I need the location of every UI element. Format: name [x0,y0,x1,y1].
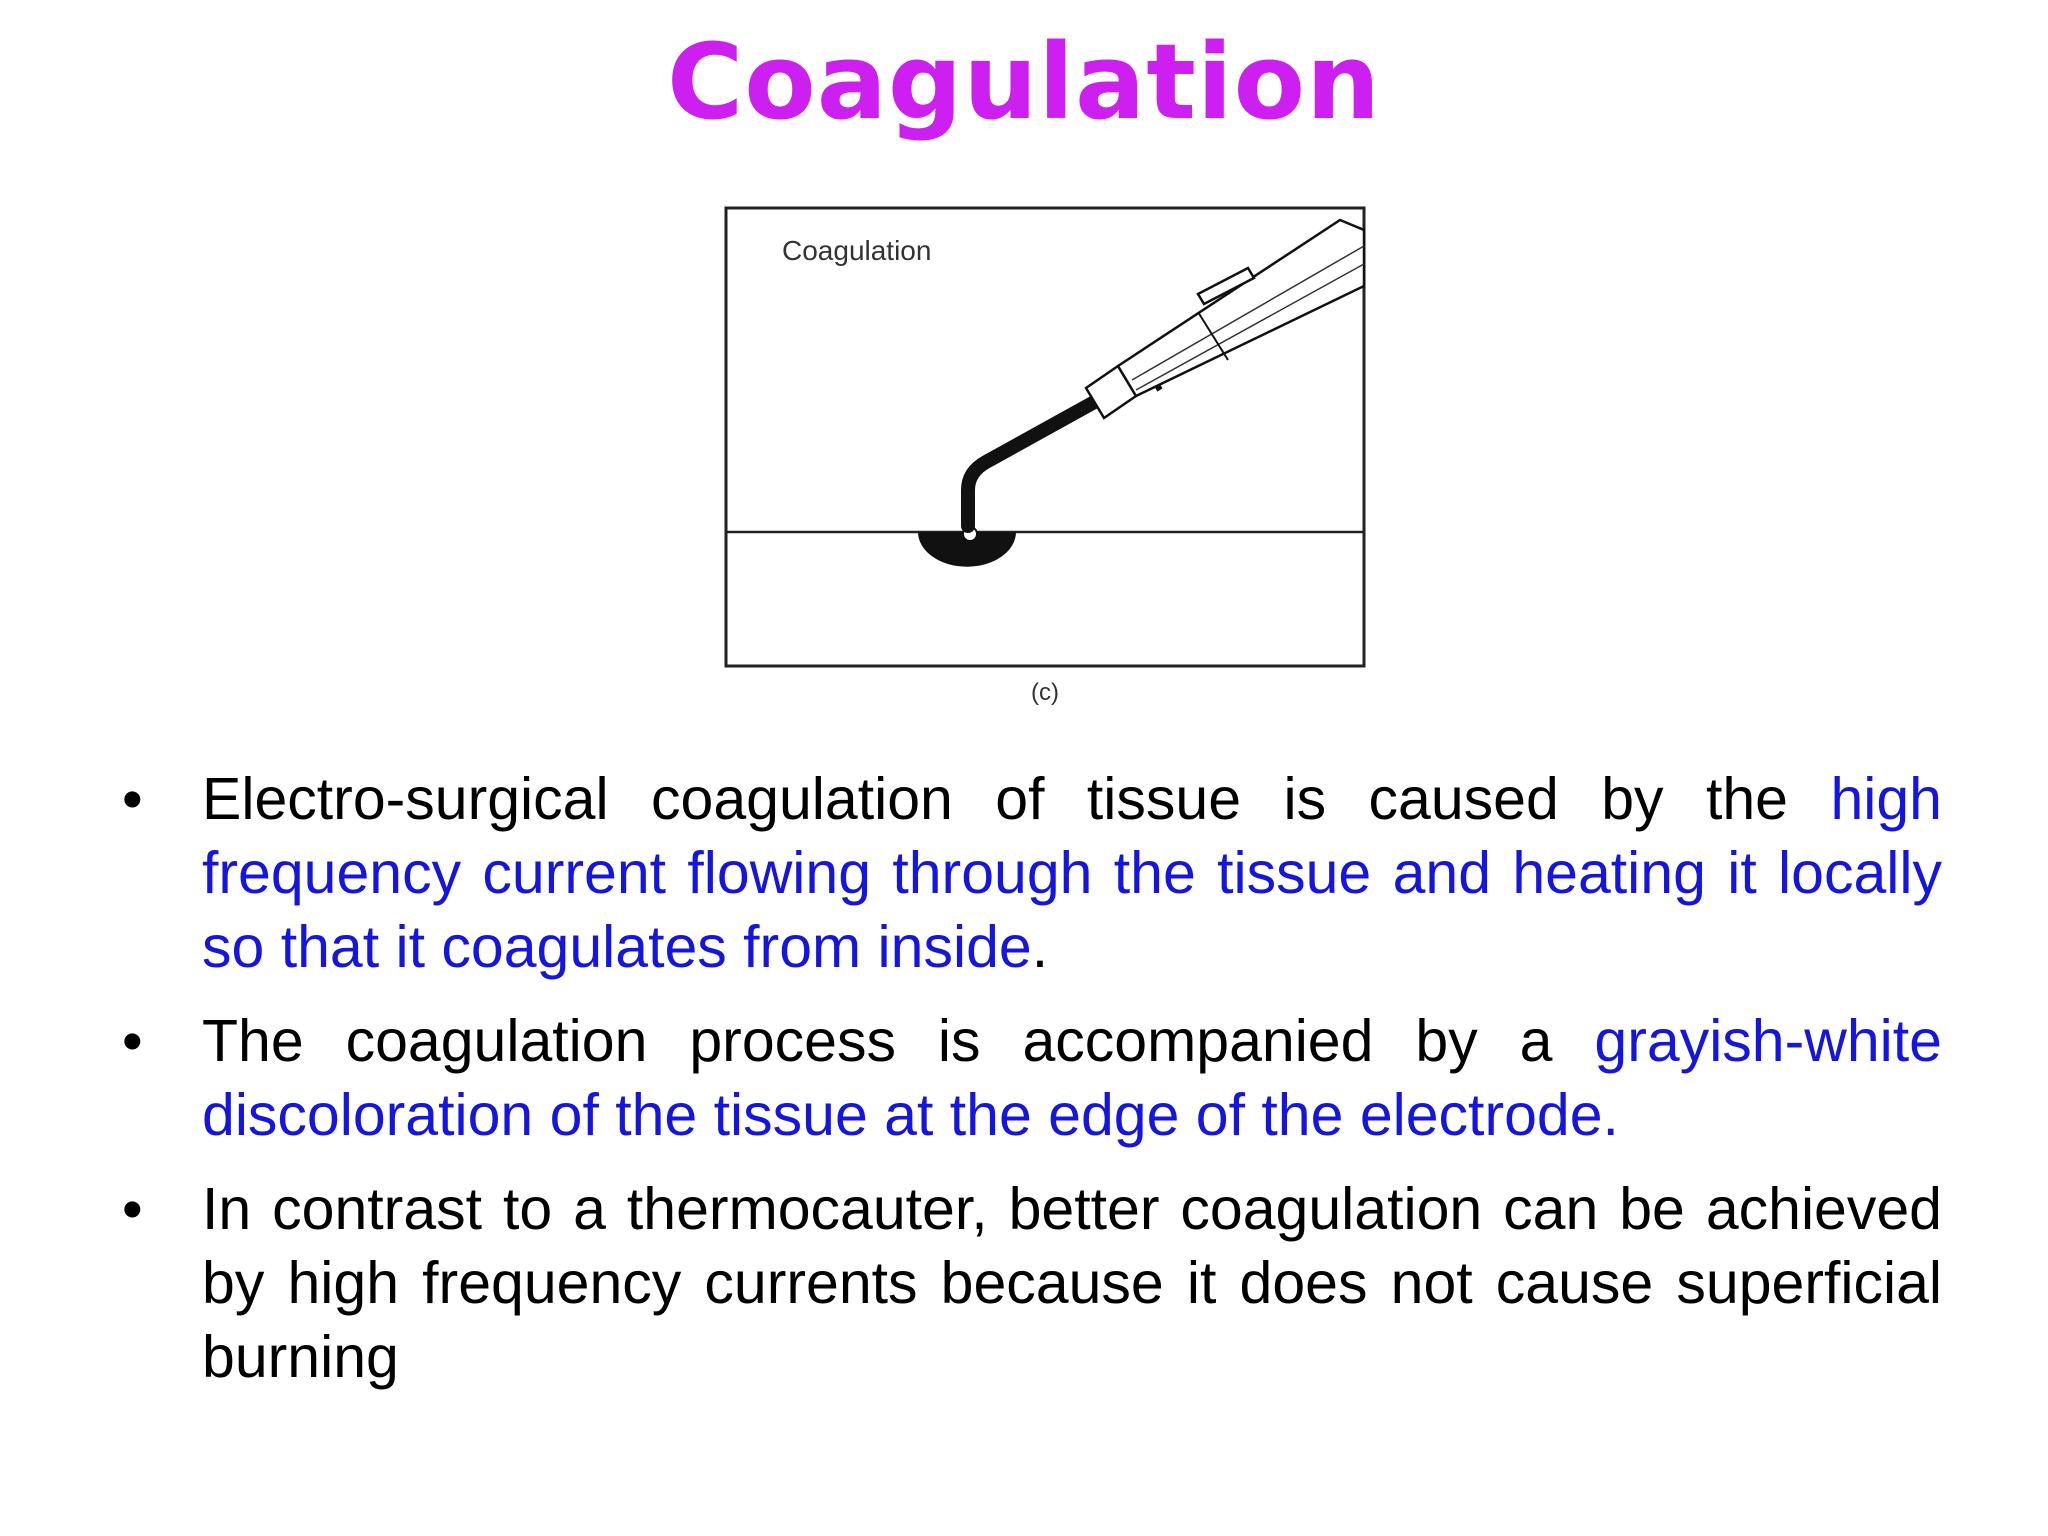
bullet-text: The coagulation process is accompanied by a [202,1008,1595,1074]
bullet-item-2 [112,1004,1942,1152]
figure-label: Coagulation [782,235,932,266]
bullet-marker: • [122,766,143,832]
slide-title: Coagulation [666,21,1382,143]
coagulation-diagram [700,190,1390,720]
bullet-item-1 [112,762,1942,984]
figure-caption: (c) [1031,679,1059,706]
bullet-marker: • [122,1008,143,1074]
coagulation-figure [700,190,1390,720]
bullet-text-end: . [1031,914,1049,980]
bullet-text: Electro-surgical coagulation of tissue is caused by the [202,766,1831,832]
bullet-highlight: high frequency current flowing through the tissue and heating it locally so that it coagulates from inside [202,766,1942,980]
bullet-highlight: grayish-white discoloration of the tissue at the edge of the electrode. [202,1008,1942,1148]
bullet-marker: • [122,1176,143,1242]
bullet-item-3 [112,1172,1942,1394]
bullet-text: In contrast to a thermocauter, better coagulation can be achieved by high frequency currents because it does not cause superficial burning [202,1176,1942,1390]
bullet-list [112,762,1942,1414]
